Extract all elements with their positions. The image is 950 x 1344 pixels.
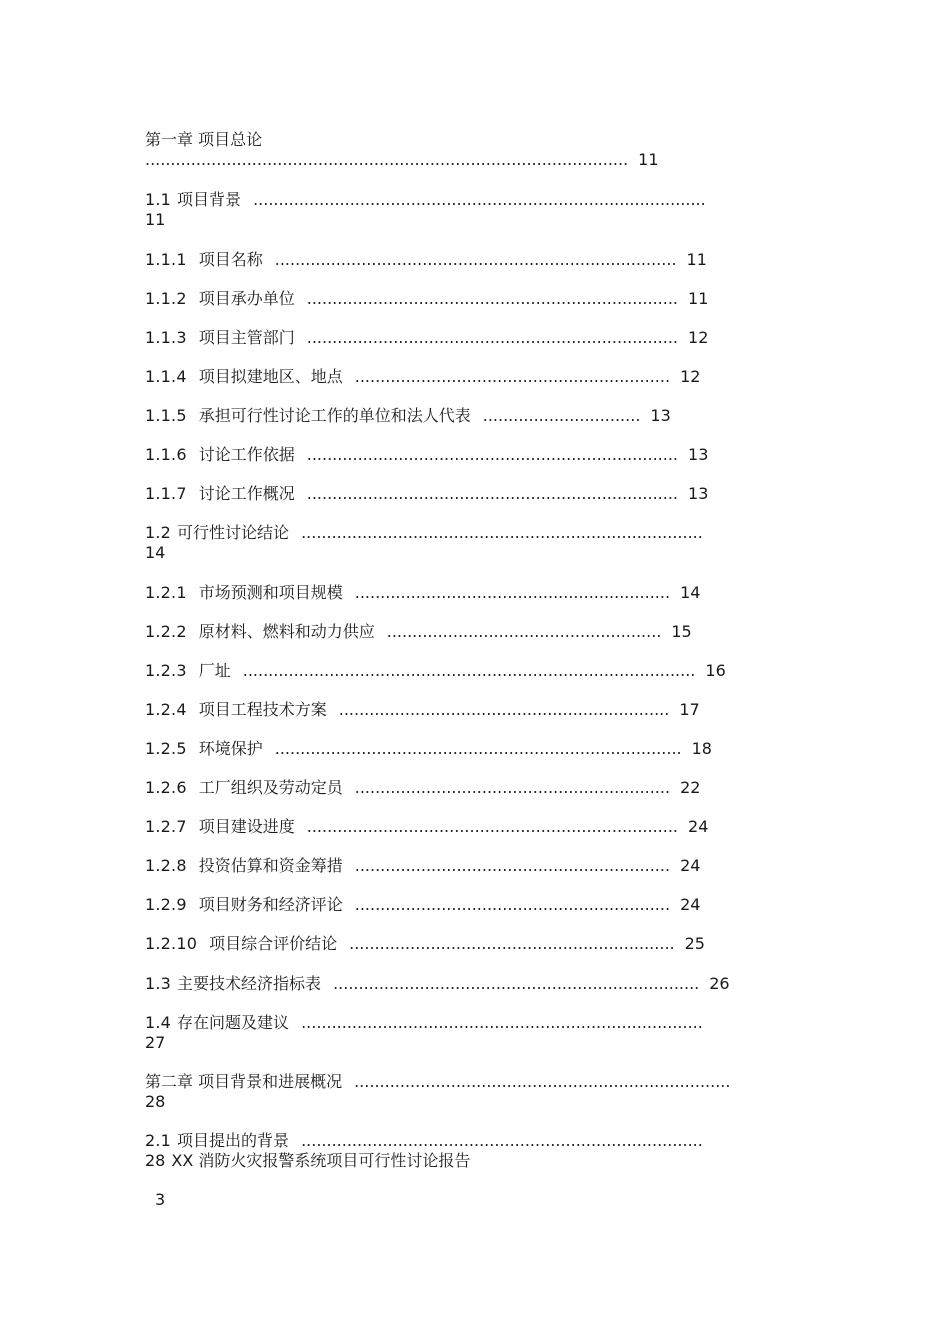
toc-entry-line — [145, 210, 165, 230]
toc-entry-line — [145, 895, 700, 915]
toc-page-number: 14 — [145, 543, 166, 562]
toc-page-number: 24 — [680, 895, 701, 914]
toc-leader-dots: ................................................................ — [349, 934, 675, 953]
toc-title: 第二章 项目背景和进展概况 — [145, 1072, 343, 1091]
toc-title: 原材料、燃料和动力供应 — [198, 622, 375, 641]
toc-page-number: 26 — [709, 974, 730, 993]
toc-section-number: 1.2.8 — [145, 856, 187, 875]
toc-title: 项目综合评价结论 — [209, 934, 338, 953]
toc-leader-dots: ...................................................... — [386, 622, 662, 641]
toc-leader-dots: ......................................................................... — [306, 289, 679, 308]
toc-leader-dots: ......................................................................... — [306, 328, 679, 347]
toc-title: 环境保护 — [198, 739, 263, 758]
page-number: 3 — [155, 1190, 166, 1209]
toc-entry-line — [145, 484, 708, 504]
toc-entry-line — [145, 406, 671, 426]
toc-entry-line — [145, 1033, 165, 1053]
toc-page-number: 11 — [686, 250, 707, 269]
toc-title: 项目主管部门 — [198, 328, 295, 347]
toc-leader-dots: ......................................................................... — [306, 484, 679, 503]
toc-entry-line — [145, 622, 692, 642]
toc-leader-dots: ............................................................................... — [301, 1013, 703, 1032]
toc-page-number: 28 — [145, 1092, 166, 1111]
toc-section-number: 1.2.1 — [145, 583, 187, 602]
toc-entry-line — [145, 250, 707, 270]
toc-page-number: 28 — [145, 1151, 166, 1170]
toc-section-number: 1.1.6 — [145, 445, 187, 464]
toc-title: 项目背景 — [177, 190, 242, 209]
toc-section-number: 1.2.3 — [145, 661, 187, 680]
toc-leader-dots: ......................................................................................... — [253, 190, 706, 209]
toc-section-number: 1.1.1 — [145, 250, 187, 269]
toc-page-number: 11 — [688, 289, 709, 308]
toc-leader-dots: ......................................................................................... — [242, 661, 696, 680]
toc-section-number: 1.4 — [145, 1013, 172, 1032]
toc-leader-dots: .............................................................. — [354, 367, 671, 386]
toc-section-number: 2.1 — [145, 1131, 172, 1150]
toc-entry-line — [145, 190, 706, 210]
toc-leader-dots: .............................................................. — [354, 895, 671, 914]
toc-leader-dots: ............................................................................... — [274, 250, 677, 269]
toc-leader-dots: ............................................................................................... — [145, 150, 629, 169]
toc-entry-line — [145, 583, 700, 603]
toc-title: 工厂组织及劳动定员 — [198, 778, 343, 797]
toc-page-number: 12 — [680, 367, 701, 386]
toc-leader-dots: .............................................................. — [354, 856, 671, 875]
toc-leader-dots: ......................................................................... — [306, 445, 679, 464]
toc-leader-dots: ............................................................................... — [301, 1131, 703, 1150]
toc-title: 项目提出的背景 — [177, 1131, 290, 1150]
toc-section-number: 1.1.7 — [145, 484, 187, 503]
toc-section-number: 1.1.2 — [145, 289, 187, 308]
toc-leader-dots: .......................................................................... — [354, 1072, 731, 1091]
toc-entry-line — [145, 739, 712, 759]
toc-entry-line — [145, 328, 708, 348]
toc-title: 存在问题及建议 — [177, 1013, 290, 1032]
toc-entry-line — [145, 934, 705, 954]
toc-title: 项目工程技术方案 — [198, 700, 327, 719]
toc-section-number: 1.1.4 — [145, 367, 187, 386]
toc-title: 项目财务和经济评论 — [198, 895, 343, 914]
toc-page-number: 27 — [145, 1033, 166, 1052]
toc-title: 投资估算和资金筹措 — [198, 856, 343, 875]
toc-leader-dots: ................................................................. — [338, 700, 670, 719]
toc-entry-line — [145, 1131, 703, 1151]
toc-section-number: 1.2.2 — [145, 622, 187, 641]
toc-page-number: 11 — [145, 210, 166, 229]
toc-page-number: 11 — [638, 150, 659, 169]
toc-section-number: 1.1.3 — [145, 328, 187, 347]
toc-page-number: 24 — [680, 856, 701, 875]
toc-section-number: 1.2 — [145, 523, 172, 542]
toc-title: 市场预测和项目规模 — [198, 583, 343, 602]
toc-entry-line — [145, 130, 262, 150]
toc-leader-dots: .............................................................. — [354, 583, 671, 602]
toc-page-number: 15 — [671, 622, 692, 641]
toc-page-number: 14 — [680, 583, 701, 602]
toc-entry-line — [145, 543, 165, 563]
toc-entry-line — [145, 1072, 730, 1092]
toc-title: 第一章 项目总论 — [145, 130, 263, 149]
toc-leader-dots: .............................................................. — [354, 778, 671, 797]
toc-entry-line — [145, 700, 700, 720]
toc-entry-line — [145, 289, 708, 309]
toc-page-number: 18 — [691, 739, 712, 758]
toc-page-number: 12 — [688, 328, 709, 347]
running-header-title: XX 消防火灾报警系统项目可行性讨论报告 — [171, 1151, 471, 1170]
toc-section-number: 1.2.7 — [145, 817, 187, 836]
toc-entry-line — [145, 150, 659, 170]
toc-section-number: 1.3 — [145, 974, 172, 993]
toc-entry-line — [145, 778, 700, 798]
toc-page-number: 25 — [684, 934, 705, 953]
toc-page-number: 22 — [680, 778, 701, 797]
toc-section-number: 1.2.5 — [145, 739, 187, 758]
toc-title: 项目承办单位 — [198, 289, 295, 308]
toc-section-number: 1.1 — [145, 190, 172, 209]
toc-entry-line — [145, 817, 708, 837]
toc-page-number: 13 — [650, 406, 671, 425]
toc-page-number: 13 — [688, 445, 709, 464]
toc-title: 项目名称 — [198, 250, 263, 269]
toc-entry-line — [145, 523, 703, 543]
toc-entry-line — [145, 367, 700, 387]
toc-entry-line — [145, 974, 730, 994]
toc-leader-dots: ........................................................................ — [333, 974, 700, 993]
toc-page-number: 16 — [705, 661, 726, 680]
toc-entry-line — [145, 445, 708, 465]
toc-section-number: 1.1.5 — [145, 406, 187, 425]
toc-title: 厂址 — [198, 661, 231, 680]
toc-title: 讨论工作依据 — [198, 445, 295, 464]
toc-entry-line — [145, 661, 726, 681]
toc-title: 讨论工作概况 — [198, 484, 295, 503]
toc-page-number: 24 — [688, 817, 709, 836]
toc-section-number: 1.2.6 — [145, 778, 187, 797]
toc-leader-dots: ............................... — [482, 406, 641, 425]
toc-section-number: 1.2.9 — [145, 895, 187, 914]
toc-page-number: 13 — [688, 484, 709, 503]
toc-entry-line — [145, 856, 700, 876]
toc-entry-line — [145, 1013, 703, 1033]
toc-section-number: 1.2.4 — [145, 700, 187, 719]
toc-leader-dots: ............................................................................... — [301, 523, 703, 542]
toc-section-number: 1.2.10 — [145, 934, 198, 953]
toc-leader-dots: ......................................................................... — [306, 817, 679, 836]
toc-title: 项目拟建地区、地点 — [198, 367, 343, 386]
toc-title: 可行性讨论结论 — [177, 523, 290, 542]
toc-leader-dots: ................................................................................ — [274, 739, 682, 758]
toc-entry-line — [145, 1151, 470, 1171]
toc-entry-line — [145, 1092, 165, 1112]
toc-page-number: 17 — [679, 700, 700, 719]
toc-title: 主要技术经济指标表 — [177, 974, 322, 993]
toc-title: 项目建设进度 — [198, 817, 295, 836]
toc-title: 承担可行性讨论工作的单位和法人代表 — [198, 406, 471, 425]
